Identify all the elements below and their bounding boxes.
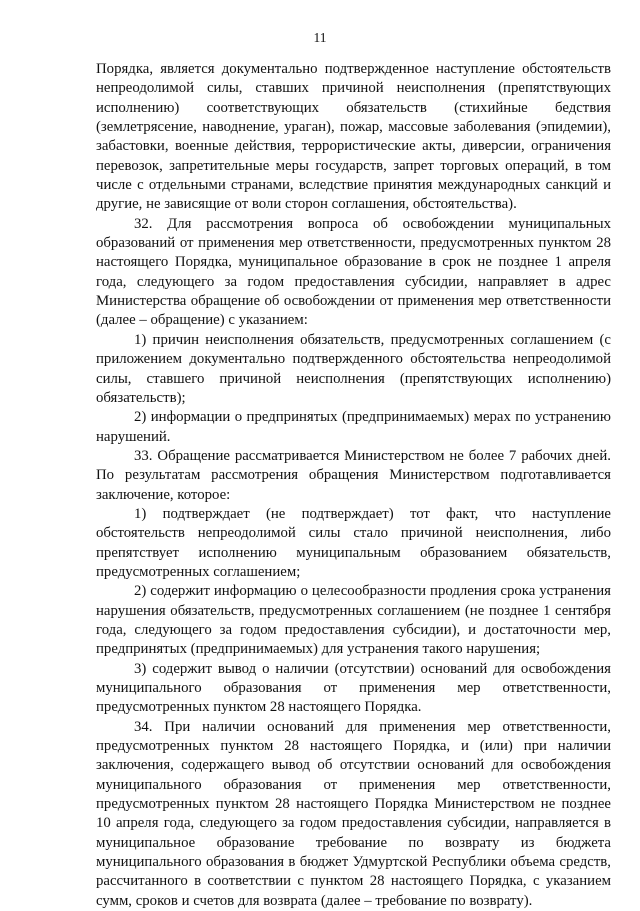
paragraph-33-item-1: 1) подтверждает (не подтверждает) тот факт, что наступление обстоятельств непреодолимой силы стало причиной неисполнения, либо препятствует исполнению муниципальным образованием обязательств, предусмотренных соглашением; (96, 505, 611, 580)
paragraph-33-item-3: 3) содержит вывод о наличии (отсутствии) оснований для освобождения муниципального образования от применения мер ответственности, предусмотренных пунктом 28 настоящего Порядка. (96, 660, 611, 716)
paragraph-33: 33. Обращение рассматривается Министерством не более 7 рабочих дней. По результатам рассмотрения обращения Министерством подготавливается заключение, которое: (96, 447, 611, 503)
page-number: 11 (313, 30, 327, 45)
document-body (96, 60, 611, 911)
paragraph-32-item-1: 1) причин неисполнения обязательств, предусмотренных соглашением (с приложением документально подтвержденного обстоятельства непреодолимой силы, ставшего причиной неисполнения (препятствующих исполнению) обязательств); (96, 331, 611, 406)
paragraph-33-item-2: 2) содержит информацию о целесообразности продления срока устранения нарушения обязательств, предусмотренных соглашением (не позднее 1 сентября года, следующего за годом предоставления субсидии), и достаточности мер, предпринятых (предпринимаемых) для устранения такого нарушения; (96, 583, 611, 658)
paragraph-32: 32. Для рассмотрения вопроса об освобождении муниципальных образований от применения мер ответственности, предусмотренных пунктом 28 настоящего Порядка, муниципальное образование в срок не позднее 1 апреля года, следующего за годом предоставления субсидии, направляет в адрес Министерства обращение об освобождении от применения мер ответственности (далее – обращение) с указанием: (96, 215, 611, 329)
paragraph-32-item-2: 2) информации о предпринятых (предпринимаемых) мерах по устранению нарушений. (96, 409, 611, 445)
paragraph-continuation: Порядка, является документально подтвержденное наступление обстоятельств непреодолимой силы, ставших причиной неисполнения (препятствующих исполнению) соответствующих обязательств (стихийные бедствия (землетрясение, наводнение, ураган), пожар, массовые заболевания (эпидемии), забастовки, военные действия, террористические акты, диверсии, ограничения перевозок, запретительные меры государств, запрет торговых операций, в том числе с отдельными странами, вследствие принятия международных санкций и другие, не зависящие от воли сторон соглашения, обстоятельства). (96, 61, 611, 213)
paragraph-34: 34. При наличии оснований для применения мер ответственности, предусмотренных пунктом 28 настоящего Порядка, и (или) при наличии заключения, содержащего вывод об отсутствии оснований для освобождения муниципального образования от применения мер ответственности, предусмотренных пунктом 28 настоящего Порядка Министерством не позднее 10 апреля года, следующего за годом предоставления субсидии, направляется в муниципальное образование требование по возврату из бюджета муниципального образования в бюджет Удмуртской Республики объема средств, рассчитанного в соответствии с пунктом 28 настоящего Порядка, с указанием сумм, сроков и счетов для возврата (далее – требование по возврату). (96, 718, 611, 909)
